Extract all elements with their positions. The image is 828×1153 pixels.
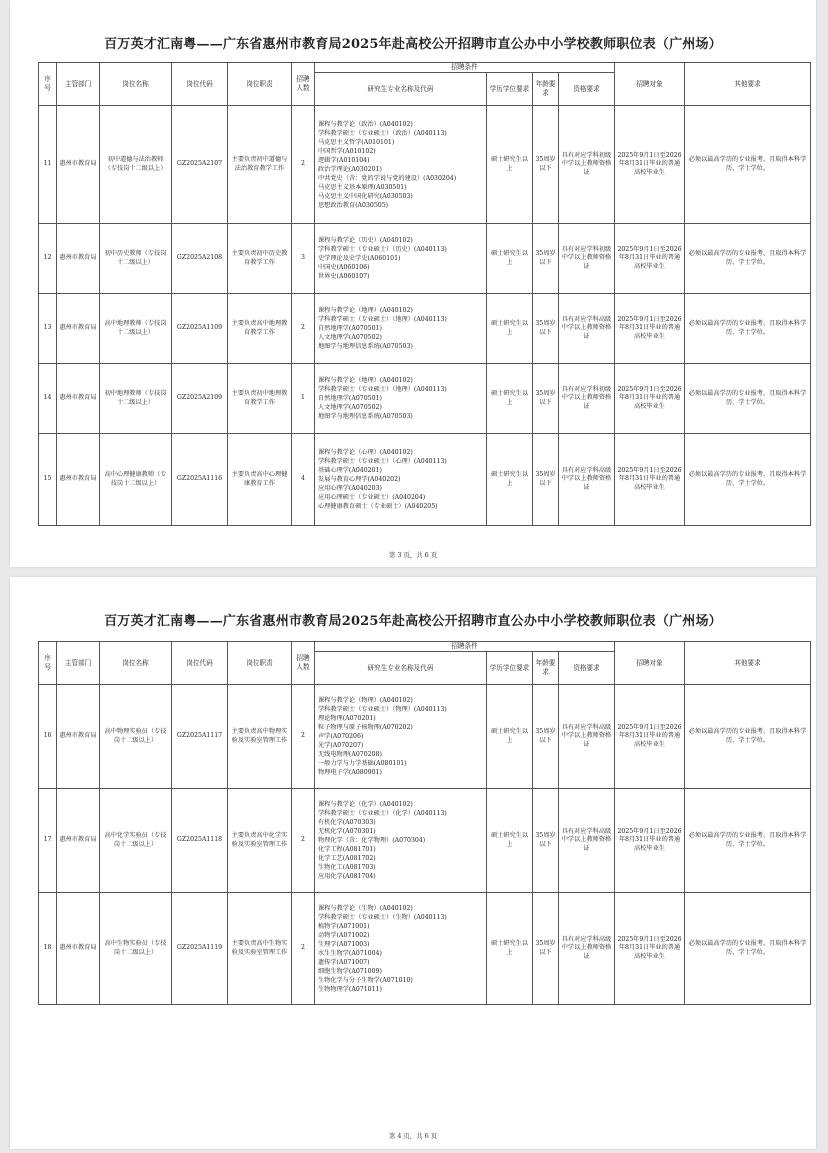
major-item: 遗传学(A071007) [318, 958, 370, 966]
cell-other: 必须以最高学历的专业报考，且取得本科学历、学士学位。 [685, 294, 811, 364]
cell-qual: 具有对应学科高级中学以上教师资格证 [559, 789, 615, 893]
page-4 [10, 577, 816, 1149]
major-item: 应用化学(A081704) [318, 873, 376, 880]
major-item: 生物化学与分子生物学(A071010) [318, 976, 413, 984]
major-item: 人文地理学(A070502) [318, 404, 382, 411]
page-3 [10, 0, 816, 567]
cell-majors [315, 364, 487, 434]
major-item: 地图学与地理信息系统(A070503) [318, 413, 413, 420]
table-row [39, 789, 811, 893]
header-post-code: 岗位代码 [172, 63, 228, 106]
cell-age: 35周岁以下 [533, 434, 559, 526]
cell-post-code: GZ2025A2108 [172, 224, 228, 294]
major-item: 马克思主义基本原理(A030501) [318, 183, 407, 191]
cell-post-code: GZ2025A1116 [172, 434, 228, 526]
major-item: 课程与教学论（地理）(A040102) [318, 307, 413, 314]
cell-post-name: 高中心理健康教师（专技岗十二级以上） [100, 434, 172, 526]
cell-majors [315, 789, 487, 893]
major-item: 无线电物理(A070208) [318, 751, 382, 758]
major-item: 生物化工(A081703) [318, 864, 376, 871]
cell-count: 2 [292, 294, 315, 364]
cell-count: 3 [292, 224, 315, 294]
cell-majors [315, 294, 487, 364]
cell-target: 2025年9月1日至2026年8月31日毕业的普通高校毕业生 [615, 434, 685, 526]
header-qual: 资格要求 [559, 73, 615, 106]
major-item: 植物学(A071001) [318, 922, 370, 930]
major-item: 物理化学（含：化学物理）(A070304) [318, 837, 426, 844]
major-item: 史学理论及史学史(A060101) [318, 255, 401, 262]
major-item: 马克思主义哲学(A010101) [318, 138, 395, 146]
major-item: 细胞生物学(A071009) [318, 967, 382, 975]
header-qual: 资格要求 [559, 652, 615, 685]
cell-age: 35周岁以下 [533, 685, 559, 789]
major-item: 中国哲学(A010102) [318, 147, 376, 155]
cell-seq: 14 [39, 364, 57, 434]
cell-dept: 惠州市教育局 [57, 893, 100, 1005]
table-row [39, 893, 811, 1005]
major-item: 光学(A070207) [318, 742, 364, 749]
table-row [39, 106, 811, 224]
cell-target: 2025年9月1日至2026年8月31日毕业的普通高校毕业生 [615, 685, 685, 789]
cell-qual: 具有对应学科高级中学以上教师资格证 [559, 434, 615, 526]
cell-qual: 具有对应学科高级中学以上教师资格证 [559, 893, 615, 1005]
cell-other: 必须以最高学历的专业报考，且取得本科学历、学士学位。 [685, 789, 811, 893]
cell-age: 35周岁以下 [533, 789, 559, 893]
header-conditions: 招聘条件 [315, 63, 615, 73]
cell-edu: 硕士研究生以上 [487, 364, 533, 434]
cell-seq: 18 [39, 893, 57, 1005]
cell-seq: 13 [39, 294, 57, 364]
major-item: 发展与教育心理学(A040202) [318, 476, 401, 483]
cell-dept: 惠州市教育局 [57, 685, 100, 789]
page-title: 百万英才汇南粤——广东省惠州市教育局2025年赴高校公开招聘市直公办中小学校教师职位表（广州场） [104, 614, 722, 629]
header-edu: 学历学位要求 [487, 73, 533, 106]
cell-count: 2 [292, 106, 315, 224]
major-item: 一般力学与力学基础(A080101) [318, 760, 407, 767]
major-item: 学科教学硕士（专业硕士）（地理）(A040113) [318, 386, 447, 393]
cell-count: 2 [292, 893, 315, 1005]
cell-post-name: 初中地理教师（专技岗十二级以上） [100, 364, 172, 434]
page-title: 百万英才汇南粤——广东省惠州市教育局2025年赴高校公开招聘市直公办中小学校教师职位表（广州场） [104, 37, 722, 52]
cell-target: 2025年9月1日至2026年8月31日毕业的普通高校毕业生 [615, 224, 685, 294]
cell-seq: 17 [39, 789, 57, 893]
header-seq: 序号 [39, 642, 57, 685]
major-item: 课程与教学论（物理）(A040102) [318, 697, 413, 704]
cell-dept: 惠州市教育局 [57, 789, 100, 893]
header-other: 其他要求 [685, 642, 811, 685]
cell-dept: 惠州市教育局 [57, 364, 100, 434]
cell-qual: 具有对应学科初级中学以上教师资格证 [559, 224, 615, 294]
page-number: 第 3 页，共 6 页 [388, 551, 438, 559]
header-age: 年龄要求 [533, 73, 559, 106]
cell-count: 4 [292, 434, 315, 526]
cell-age: 35周岁以下 [533, 294, 559, 364]
cell-majors [315, 106, 487, 224]
cell-other: 必须以最高学历的专业报考，且取得本科学历、学士学位。 [685, 224, 811, 294]
major-item: 学科教学硕士（专业硕士）（化学）(A040113) [318, 810, 447, 817]
cell-post-name: 高中化学实验员（专技岗十二级以上） [100, 789, 172, 893]
header-count: 招聘人数 [292, 642, 315, 685]
positions-table [38, 62, 811, 526]
cell-post-name: 初中道德与法治教师（专技岗十二级以上） [100, 106, 172, 224]
cell-duty: 主要负责高中化学实验及实验室管理工作 [228, 789, 292, 893]
header-edu: 学历学位要求 [487, 652, 533, 685]
major-item: 课程与教学论（历史）(A040102) [318, 237, 413, 244]
major-item: 中国史(A060106) [318, 264, 370, 271]
major-item: 世界史(A060107) [318, 273, 370, 280]
cell-edu: 硕士研究生以上 [487, 294, 533, 364]
cell-duty: 主要负责高中心理健康教育工作 [228, 434, 292, 526]
major-item: 人文地理学(A070502) [318, 334, 382, 341]
major-item: 思想政治教育(A030505) [318, 201, 389, 209]
cell-dept: 惠州市教育局 [57, 434, 100, 526]
header-duty: 岗位职责 [228, 642, 292, 685]
cell-post-code: GZ2025A1118 [172, 789, 228, 893]
cell-edu: 硕士研究生以上 [487, 893, 533, 1005]
major-item: 化学工程(A081701) [318, 846, 376, 853]
cell-seq: 11 [39, 106, 57, 224]
cell-count: 1 [292, 364, 315, 434]
cell-other: 必须以最高学历的专业报考，且取得本科学历、学士学位。 [685, 106, 811, 224]
page-number: 第 4 页，共 6 页 [388, 1132, 438, 1140]
major-item: 学科教学硕士（专业硕士）（历史）(A040113) [318, 246, 447, 253]
cell-duty: 主要负责高中生物实验及实验室管理工作 [228, 893, 292, 1005]
header-dept: 主管部门 [57, 642, 100, 685]
major-item: 课程与教学论（地理）(A040102) [318, 377, 413, 384]
header-major: 研究生专业名称及代码 [315, 73, 487, 106]
cell-age: 35周岁以下 [533, 106, 559, 224]
major-item: 学科教学硕士（专业硕士）（物理）(A040113) [318, 706, 447, 713]
table-row [39, 434, 811, 526]
major-item: 无机化学(A070301) [318, 828, 376, 835]
major-item: 课程与教学论（化学）(A040102) [318, 801, 413, 808]
cell-post-code: GZ2025A1117 [172, 685, 228, 789]
major-item: 动物学(A071002) [318, 931, 370, 939]
cell-post-code: GZ2025A2109 [172, 364, 228, 434]
cell-age: 35周岁以下 [533, 893, 559, 1005]
cell-age: 35周岁以下 [533, 364, 559, 434]
table-row [39, 224, 811, 294]
cell-duty: 主要负责初中道德与法治教育教学工作 [228, 106, 292, 224]
major-item: 生理学(A071003) [318, 940, 370, 948]
header-seq: 序号 [39, 63, 57, 106]
cell-majors [315, 434, 487, 526]
header-target: 招聘对象 [615, 642, 685, 685]
cell-duty: 主要负责初中历史教育教学工作 [228, 224, 292, 294]
cell-seq: 16 [39, 685, 57, 789]
cell-post-code: GZ2025A2107 [172, 106, 228, 224]
major-item: 课程与教学论（生物）(A040102) [318, 904, 413, 912]
cell-duty: 主要负责高中物理实验及实验室管理工作 [228, 685, 292, 789]
cell-qual: 具有对应学科初级中学以上教师资格证 [559, 106, 615, 224]
cell-target: 2025年9月1日至2026年8月31日毕业的普通高校毕业生 [615, 893, 685, 1005]
header-conditions: 招聘条件 [315, 642, 615, 652]
header-target: 招聘对象 [615, 63, 685, 106]
header-post-name: 岗位名称 [100, 642, 172, 685]
cell-edu: 硕士研究生以上 [487, 224, 533, 294]
cell-count: 2 [292, 685, 315, 789]
header-post-name: 岗位名称 [100, 63, 172, 106]
cell-duty: 主要负责高中地理教育教学工作 [228, 294, 292, 364]
cell-post-name: 高中地理教师（专技岗十二级以上） [100, 294, 172, 364]
major-item: 自然地理学(A070501) [318, 325, 382, 332]
major-item: 学科教学硕士（专业硕士）（地理）(A040113) [318, 316, 447, 323]
cell-target: 2025年9月1日至2026年8月31日毕业的普通高校毕业生 [615, 364, 685, 434]
cell-target: 2025年9月1日至2026年8月31日毕业的普通高校毕业生 [615, 294, 685, 364]
cell-age: 35周岁以下 [533, 224, 559, 294]
major-item: 化学工艺(A081702) [318, 855, 376, 862]
major-item: 理论物理(A070201) [318, 715, 376, 722]
major-item: 应用心理学(A040203) [318, 485, 382, 492]
header-count: 招聘人数 [292, 63, 315, 106]
header-age: 年龄要求 [533, 652, 559, 685]
cell-other: 必须以最高学历的专业报考，且取得本科学历、学士学位。 [685, 685, 811, 789]
table-row [39, 364, 811, 434]
table-row [39, 294, 811, 364]
header-other: 其他要求 [685, 63, 811, 106]
major-item: 声学(A070206) [318, 733, 364, 740]
major-item: 课程与教学论（政治）(A040102) [318, 120, 413, 128]
cell-target: 2025年9月1日至2026年8月31日毕业的普通高校毕业生 [615, 106, 685, 224]
cell-qual: 具有对应学科初级中学以上教师资格证 [559, 364, 615, 434]
cell-dept: 惠州市教育局 [57, 106, 100, 224]
major-item: 学科教学硕士（专业硕士）（心理）(A040113) [318, 458, 447, 465]
major-item: 政治学理论(A030201) [318, 165, 382, 173]
major-item: 心理健康教育硕士（专业硕士）(A040205) [318, 503, 438, 510]
major-item: 水生生物学(A071004) [318, 949, 382, 957]
header-post-code: 岗位代码 [172, 642, 228, 685]
major-item: 物理电子学(A080901) [318, 769, 382, 776]
major-item: 粒子物理与原子核物理(A070202) [318, 724, 413, 731]
cell-edu: 硕士研究生以上 [487, 685, 533, 789]
cell-count: 2 [292, 789, 315, 893]
cell-seq: 15 [39, 434, 57, 526]
cell-seq: 12 [39, 224, 57, 294]
major-item: 有机化学(A070303) [318, 819, 376, 826]
cell-post-code: GZ2025A1119 [172, 893, 228, 1005]
major-item: 地图学与地理信息系统(A070503) [318, 343, 413, 350]
cell-other: 必须以最高学历的专业报考，且取得本科学历、学士学位。 [685, 434, 811, 526]
cell-other: 必须以最高学历的专业报考，且取得本科学历、学士学位。 [685, 893, 811, 1005]
major-item: 课程与教学论（心理）(A040102) [318, 449, 413, 456]
major-item: 中共党史（含：党的学说与党的建设）(A030204) [318, 174, 457, 182]
cell-qual: 具有对应学科高级中学以上教师资格证 [559, 685, 615, 789]
cell-duty: 主要负责初中地理教育教学工作 [228, 364, 292, 434]
cell-qual: 具有对应学科高级中学以上教师资格证 [559, 294, 615, 364]
major-item: 马克思主义中国化研究(A030503) [318, 192, 413, 200]
cell-edu: 硕士研究生以上 [487, 789, 533, 893]
cell-edu: 硕士研究生以上 [487, 106, 533, 224]
header-duty: 岗位职责 [228, 63, 292, 106]
cell-target: 2025年9月1日至2026年8月31日毕业的普通高校毕业生 [615, 789, 685, 893]
cell-dept: 惠州市教育局 [57, 294, 100, 364]
cell-post-name: 高中物理实验员（专技岗十二级以上） [100, 685, 172, 789]
cell-post-name: 初中历史教师（专技岗十二级以上） [100, 224, 172, 294]
major-item: 自然地理学(A070501) [318, 395, 382, 402]
header-major: 研究生专业名称及代码 [315, 652, 487, 685]
cell-post-name: 高中生物实验员（专技岗十二级以上） [100, 893, 172, 1005]
header-dept: 主管部门 [57, 63, 100, 106]
major-item: 学科教学硕士（专业硕士）（生物）(A040113) [318, 913, 447, 921]
cell-other: 必须以最高学历的专业报考，且取得本科学历、学士学位。 [685, 364, 811, 434]
positions-table [38, 641, 811, 1005]
table-row [39, 685, 811, 789]
major-item: 逻辑学(A010104) [318, 156, 370, 164]
cell-majors [315, 224, 487, 294]
cell-majors [315, 685, 487, 789]
major-item: 基础心理学(A040201) [318, 467, 382, 474]
major-item: 生物物理学(A071011) [318, 985, 382, 993]
cell-edu: 硕士研究生以上 [487, 434, 533, 526]
major-item: 应用心理硕士（专业硕士）(A040204) [318, 494, 426, 501]
major-item: 学科教学硕士（专业硕士）（政治）(A040113) [318, 129, 447, 137]
cell-post-code: GZ2025A1109 [172, 294, 228, 364]
cell-dept: 惠州市教育局 [57, 224, 100, 294]
cell-majors [315, 893, 487, 1005]
